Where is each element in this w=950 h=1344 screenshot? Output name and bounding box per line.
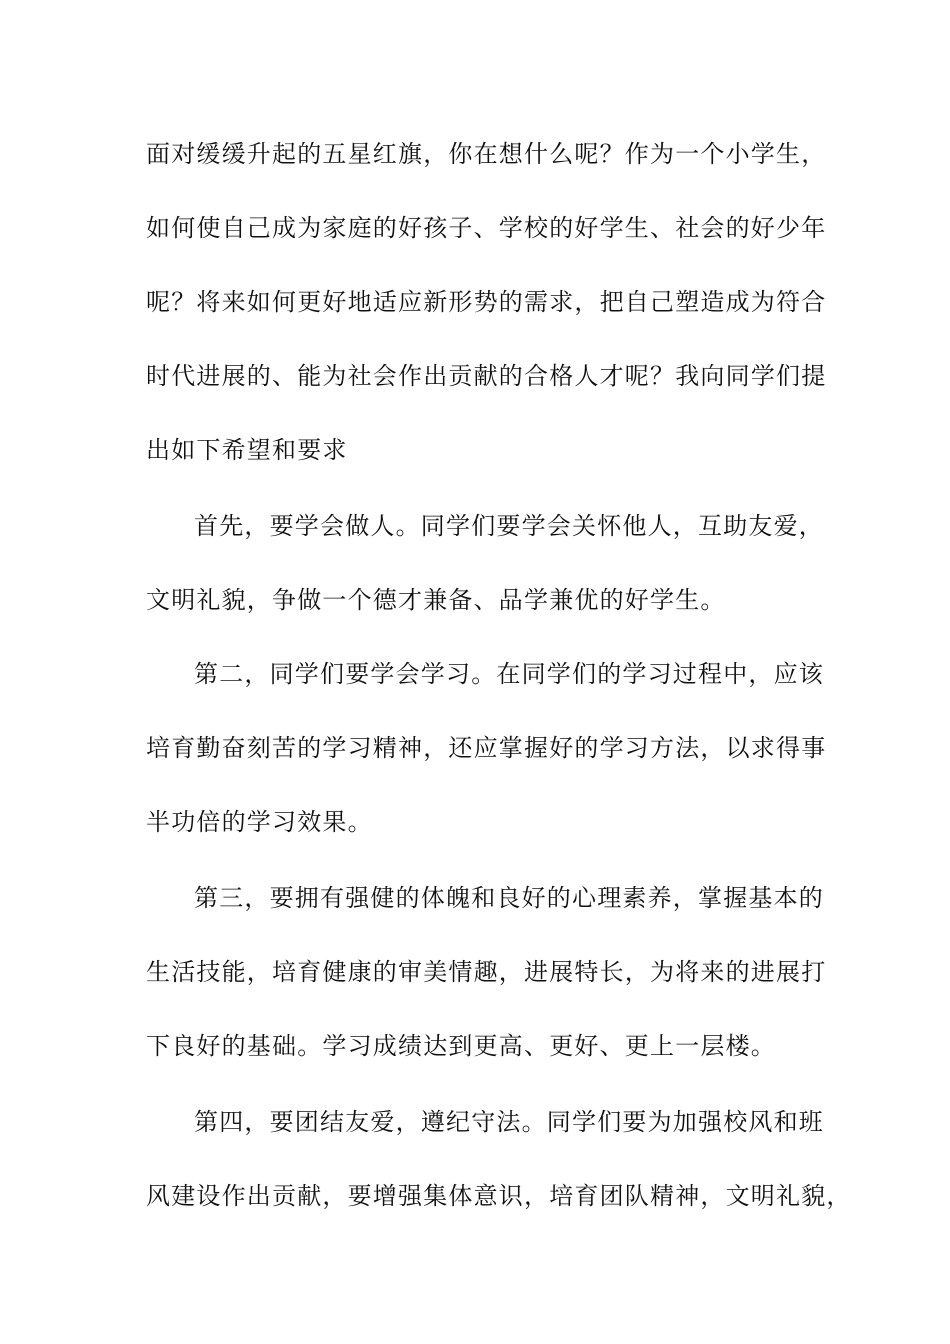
text-line-3: 呢？将来如何更好地适应新形势的需求，把自己塑造成为符合 — [146, 288, 827, 316]
text-line-13: 下良好的基础。学习成绩达到更高、更好、更上一层楼。 — [146, 1032, 776, 1060]
text-line-7: 文明礼貌，争做一个德才兼备、品学兼优的好学生。 — [146, 586, 726, 614]
text-line-10: 半功倍的学习效果。 — [146, 808, 373, 836]
text-line-15: 风建设作出贡献，要增强集体意识，培育团队精神，文明礼貌， — [146, 1182, 852, 1210]
text-line-5: 出如下希望和要求 — [146, 436, 348, 464]
text-line-9: 培育勤奋刻苦的学习精神，还应掌握好的学习方法，以求得事 — [146, 734, 827, 762]
text-line-1: 面对缓缓升起的五星红旗，你在想什么呢？作为一个小学生， — [146, 140, 827, 168]
text-line-4: 时代进展的、能为社会作出贡献的合格人才呢？我向同学们提 — [146, 362, 827, 390]
text-line-2: 如何使自己成为家庭的好孩子、学校的好学生、社会的好少年 — [146, 214, 827, 242]
text-line-6: 首先，要学会做人。同学们要学会关怀他人，互助友爱， — [194, 512, 824, 540]
text-line-11: 第三，要拥有强健的体魄和良好的心理素养，掌握基本的 — [194, 884, 824, 912]
text-line-12: 生活技能，培育健康的审美情趣，进展特长，为将来的进展打 — [146, 958, 827, 986]
text-line-14: 第四，要团结友爱，遵纪守法。同学们要为加强校风和班 — [194, 1108, 824, 1136]
text-line-8: 第二，同学们要学会学习。在同学们的学习过程中，应该 — [194, 660, 824, 688]
